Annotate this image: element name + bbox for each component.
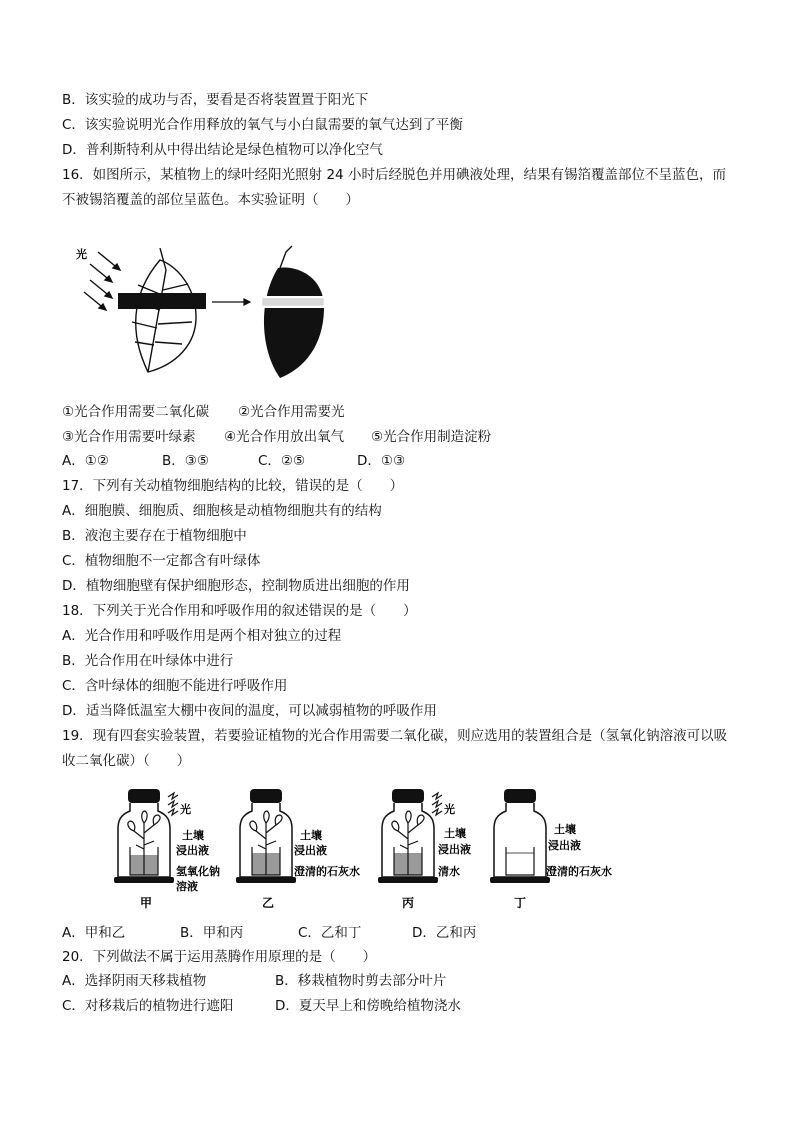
q19-jars-figure: [110, 785, 640, 915]
q20-option-d: D．夏天早上和傍晚给植物浇水: [275, 998, 461, 1014]
q20-option-a: A．选择阴雨天移栽植物: [62, 973, 207, 989]
transform-arrow: [212, 299, 250, 305]
q20-options-row1: [62, 971, 446, 991]
leaf-left-outline: [132, 248, 196, 372]
q18-option-b: B．光合作用在叶绿体中进行: [62, 653, 234, 669]
jar-jia: [114, 789, 174, 883]
q16-stem: 16．如图所示，某植物上的绿叶经阳光照射 24 小时后经脱色并用碘液处理，结果有锡箔覆盖部位不呈蓝色，而不被锡箔覆盖的部位呈蓝色。本实验证明（ ）: [62, 167, 726, 208]
light-arrows: [84, 252, 120, 310]
q15-option-c: C．该实验说明光合作用释放的氧气与小白鼠需要的氧气达到了平衡: [62, 117, 463, 133]
q15-option-b: B．该实验的成功与否，要看是否将装置置于阳光下: [62, 92, 369, 108]
soil-label-yi: 土壤: [300, 829, 322, 842]
jar-label-bing: 丙: [402, 896, 415, 910]
soil-label-ding: 土壤: [554, 823, 576, 836]
q20-option-b: B．移栽植物时剪去部分叶片: [275, 973, 447, 989]
q16-item-3: ③光合作用需要叶绿素: [62, 429, 196, 445]
q16-items-row2: [62, 427, 491, 447]
q16-option-d: D．①③: [357, 453, 406, 469]
extract-label-ding: 浸出液: [548, 839, 581, 852]
extract-label-yi: 浸出液: [294, 844, 327, 857]
q18-option-d: D．适当降低温室大棚中夜间的温度，可以减弱植物的呼吸作用: [62, 703, 437, 719]
q16-items-row1: [62, 402, 345, 422]
q16-option-b: B．③⑤: [162, 453, 209, 469]
water-label-bing: 清水: [438, 865, 460, 878]
q19-option-c: C．乙和丁: [298, 925, 362, 941]
q17-option-a: A．细胞膜、细胞质、细胞核是动植物细胞共有的结构: [62, 503, 382, 519]
q16-item-1: ①光合作用需要二氧化碳: [62, 404, 210, 420]
jar-label-yi: 乙: [262, 896, 275, 910]
q16-item-4: ④光合作用放出氧气: [224, 429, 345, 445]
q19-option-a: A．甲和乙: [62, 925, 126, 941]
q16-item-5: ⑤光合作用制造淀粉: [371, 429, 492, 445]
q17-option-b: B．液泡主要存在于植物细胞中: [62, 528, 247, 544]
light-marks-bing: [432, 793, 442, 815]
light-label-bing: 光: [444, 803, 455, 816]
foil-strip: [118, 293, 206, 309]
q18-option-a: A．光合作用和呼吸作用是两个相对独立的过程: [62, 628, 342, 644]
q16-option-a: A．①②: [62, 453, 109, 469]
jar-label-ding: 丁: [514, 896, 527, 910]
extract-label-jia: 浸出液: [176, 844, 209, 857]
jar-yi: [236, 789, 296, 883]
q16-leaf-figure: [70, 240, 340, 385]
q16-item-2: ②光合作用需要光: [238, 404, 345, 420]
limewater-label-ding: 澄清的石灰水: [546, 865, 612, 878]
extract-label-bing: 浸出液: [438, 843, 471, 856]
q20-stem: 20．下列做法不属于运用蒸腾作用原理的是（ ）: [62, 949, 377, 965]
light-marks-jia: [168, 793, 178, 815]
soil-label-jia: 土壤: [182, 829, 204, 842]
limewater-label-yi: 澄清的石灰水: [294, 865, 360, 878]
q16-option-c: C．②⑤: [258, 453, 306, 469]
jar-label-jia: 甲: [140, 896, 153, 910]
q17-option-d: D．植物细胞壁有保护细胞形态，控制物质进出细胞的作用: [62, 578, 410, 594]
soil-label-bing: 土壤: [444, 827, 466, 840]
jar-ding: [490, 789, 550, 883]
q20-options-row2: [62, 996, 461, 1016]
q18-option-c: C．含叶绿体的细胞不能进行呼吸作用: [62, 678, 288, 694]
jar-bing: [378, 789, 438, 883]
q19-options: [62, 923, 476, 943]
naoh-label-1: 氢氧化钠: [176, 865, 220, 878]
q15-option-d: D．普利斯特利从中得出结论是绿色植物可以净化空气: [62, 142, 383, 158]
light-label: 光: [76, 248, 87, 261]
q19-option-b: B．甲和丙: [180, 925, 244, 941]
q18-stem: 18．下列关于光合作用和呼吸作用的叙述错误的是（ ）: [62, 603, 417, 619]
q19-option-d: D．乙和丙: [412, 925, 477, 941]
q17-option-c: C．植物细胞不一定都含有叶绿体: [62, 553, 261, 569]
q17-stem: 17．下列有关动植物细胞结构的比较，错误的是（ ）: [62, 478, 404, 494]
q19-stem: 19．现有四套实验装置，若要验证植物的光合作用需要二氧化碳，则应选用的装置组合是（氢氧化钠溶液可以吸收二氧化碳）（ ）: [62, 728, 728, 769]
q16-options: [62, 451, 405, 471]
q20-option-c: C．对移栽后的植物进行遮阳: [62, 998, 234, 1014]
naoh-label-2: 溶液: [176, 880, 198, 893]
light-label-jia: 光: [180, 803, 191, 816]
leaf-right-stained: [260, 246, 326, 378]
